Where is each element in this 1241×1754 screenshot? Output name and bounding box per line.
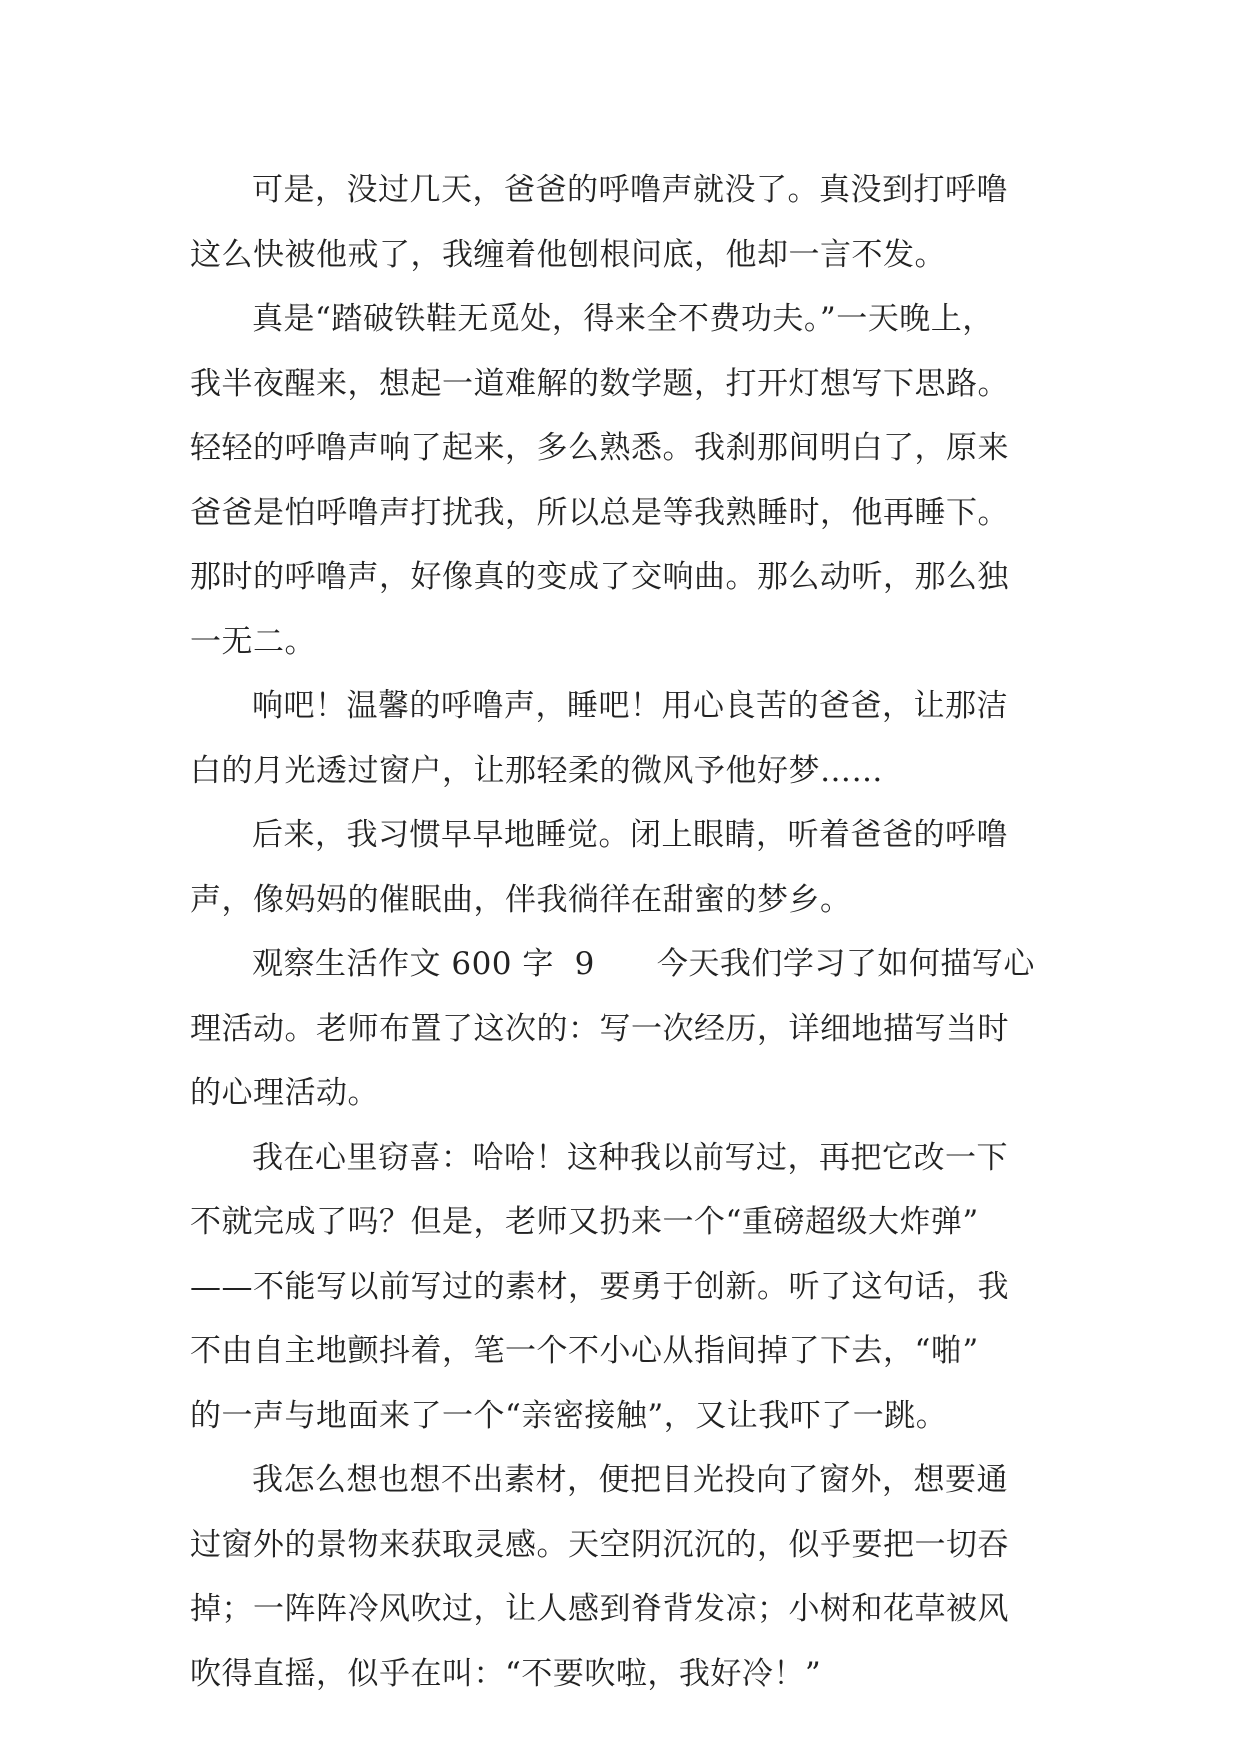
text-line: 我在心里窃喜：哈哈！这种我以前写过，再把它改一下 [252, 1139, 1008, 1176]
text-line: 吹得直摇，似乎在叫：“不要吹啦，我好冷！” [190, 1655, 822, 1692]
text-line: 一无二。 [190, 623, 316, 660]
text-line: 真是“踏破铁鞋无觅处，得来全不费功夫。”一天晚上， [252, 301, 994, 337]
text-line: ——不能写以前写过的素材，要勇于创新。听了这句话，我 [190, 1268, 1009, 1305]
text-line: 爸爸是怕呼噜声打扰我，所以总是等我熟睡时，他再睡下。 [190, 494, 1009, 531]
text-line: 的一声与地面来了一个“亲密接触”，又让我吓了一跳。 [190, 1397, 948, 1434]
body-text [190, 158, 1050, 1706]
text-line: 后来，我习惯早早地睡觉。闭上眼睛，听着爸爸的呼噜 [252, 817, 1008, 853]
text-line: 的心理活动。 [190, 1075, 379, 1111]
text-line: 声，像妈妈的催眠曲，伴我徜徉在甜蜜的梦乡。 [190, 881, 852, 918]
text-line: 响吧！温馨的呼噜声，睡吧！用心良苦的爸爸，让那洁 [252, 688, 1008, 724]
text-line: 理活动。老师布置了这次的：写一次经历，详细地描写当时 [190, 1010, 1009, 1047]
text-line: 观察生活作文 600 字 9 今天我们学习了如何描写心 [252, 946, 1035, 982]
text-line: 我怎么想也想不出素材，便把目光投向了窗外，想要通 [252, 1462, 1008, 1498]
text-line: 那时的呼噜声，好像真的变成了交响曲。那么动听，那么独 [190, 559, 1009, 595]
text-line: 不就完成了吗？但是，老师又扔来一个“重磅超级大炸弹” [190, 1204, 979, 1240]
text-line: 过窗外的景物来获取灵感。天空阴沉沉的，似乎要把一切吞 [190, 1526, 1009, 1563]
text-line: 掉；一阵阵冷风吹过，让人感到脊背发凉；小树和花草被风 [190, 1591, 1009, 1627]
text-line: 这么快被他戒了，我缠着他刨根问底，他却一言不发。 [190, 236, 946, 273]
text-line: 轻轻的呼噜声响了起来，多么熟悉。我刹那间明白了，原来 [190, 430, 1009, 466]
text-line: 我半夜醒来，想起一道难解的数学题，打开灯想写下思路。 [190, 365, 1009, 402]
text-line: 可是，没过几天，爸爸的呼噜声就没了。真没到打呼噜 [252, 172, 1008, 208]
text-line: 白的月光透过窗户，让那轻柔的微风予他好梦…… [190, 752, 883, 789]
text-line: 不由自主地颤抖着，笔一个不小心从指间掉了下去，“啪” [190, 1333, 979, 1369]
